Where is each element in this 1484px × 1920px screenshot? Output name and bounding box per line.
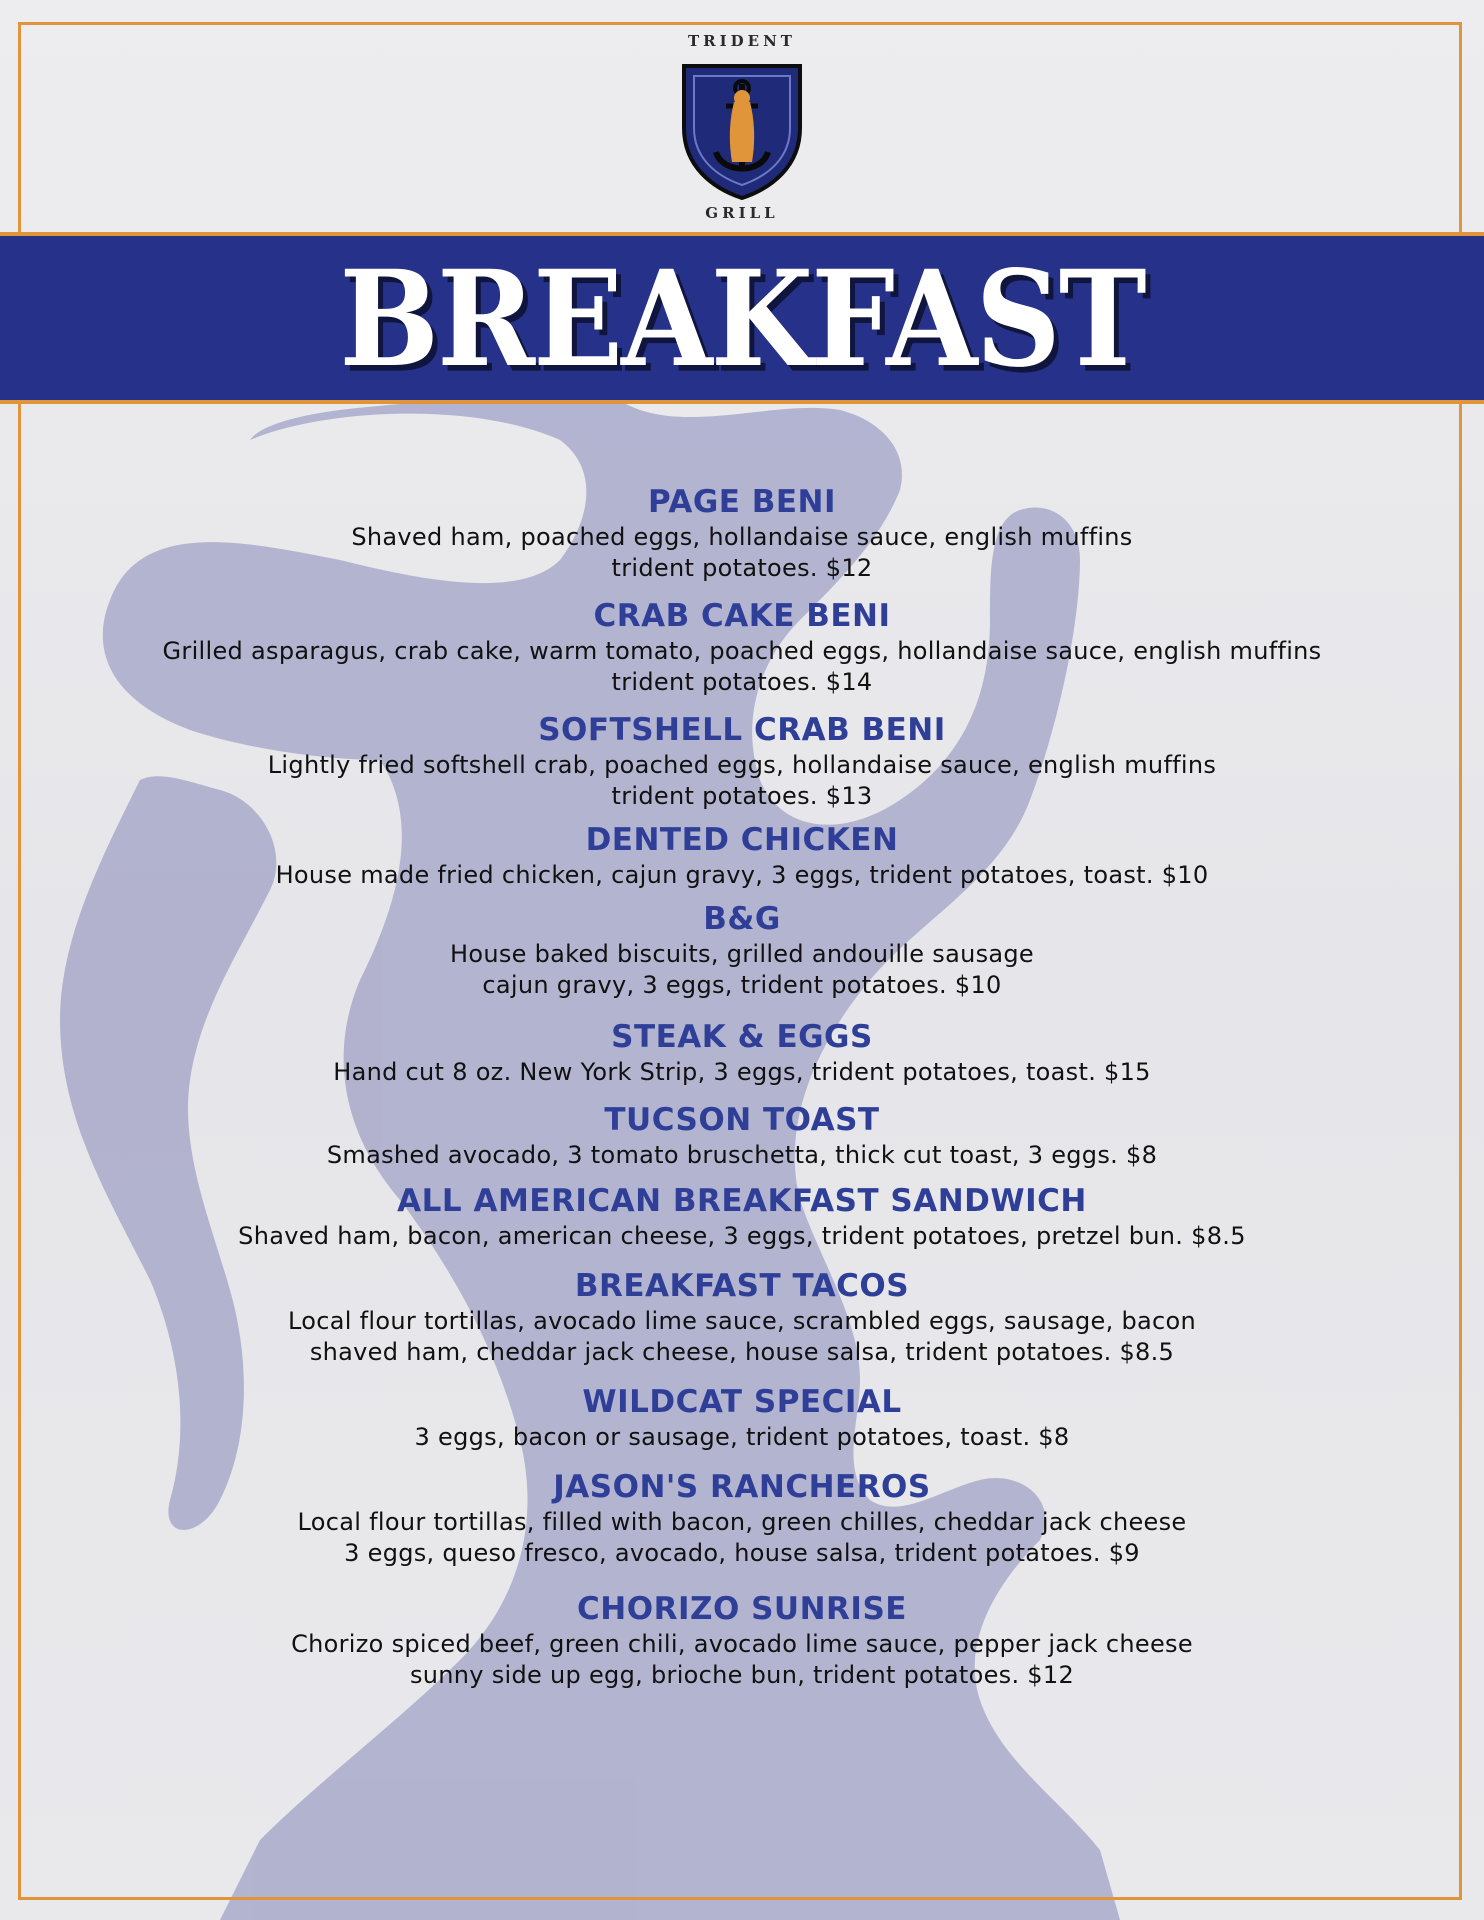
menu-item-description-line: House baked biscuits, grilled andouille sausage [449,940,1035,968]
menu-item-description-line: sunny side up egg, brioche bun, trident potatoes. $12 [409,1661,1075,1689]
menu-item [60,820,1424,891]
menu-item-description-line: trident potatoes. $12 [611,554,873,582]
menu-item-name: ALL AMERICAN BREAKFAST SANDWICH [397,1183,1087,1219]
menu-item-description-line: trident potatoes. $14 [611,668,873,696]
menu-item-description-line: Chorizo spiced beef, green chili, avocado lime sauce, pepper jack cheese [291,1630,1193,1658]
page-title: BREAKFAST [339,240,1145,396]
menu-item [60,596,1424,698]
trident-grill-logo [672,32,812,224]
menu-item [60,1181,1424,1252]
menu-item-description [60,1221,1424,1252]
menu-list [60,482,1424,1691]
menu-item-description [60,1629,1424,1691]
menu-item-description-line: Shaved ham, bacon, american cheese, 3 eggs, trident potatoes, pretzel bun. $8.5 [238,1222,1246,1250]
menu-item-name: BREAKFAST TACOS [574,1268,910,1304]
menu-item-name: WILDCAT SPECIAL [582,1384,902,1420]
menu-item-name: SOFTSHELL CRAB BENI [538,712,946,748]
menu-item-description-line: cajun gravy, 3 eggs, trident potatoes. $10 [482,971,1002,999]
menu-item-description-line: Hand cut 8 oz. New York Strip, 3 eggs, trident potatoes, toast. $15 [333,1058,1151,1086]
menu-item-name: STEAK & EGGS [611,1019,873,1055]
menu-item-description-line: trident potatoes. $13 [611,782,873,810]
menu-item [60,1017,1424,1088]
menu-item-name: TUCSON TOAST [604,1102,880,1138]
menu-item-name: JASON'S RANCHEROS [553,1469,931,1505]
menu-item-description [60,1422,1424,1453]
menu-item [60,1100,1424,1171]
menu-item-description [60,1306,1424,1368]
menu-item-description [60,939,1424,1001]
menu-item-description-line: Local flour tortillas, filled with bacon, green chilles, cheddar jack cheese [297,1508,1187,1536]
menu-item [60,899,1424,1001]
logo-top-text: TRIDENT [688,32,796,50]
breakfast-banner [0,232,1484,404]
menu-item-name: DENTED CHICKEN [585,822,899,858]
logo-bottom-text: GRILL [705,204,779,222]
menu-item-description-line: 3 eggs, bacon or sausage, trident potatoes, toast. $8 [414,1423,1070,1451]
menu-item-name: CHORIZO SUNRISE [577,1591,907,1627]
menu-item-description [60,636,1424,698]
menu-item [60,1467,1424,1569]
menu-item [60,1266,1424,1368]
menu-item-description-line: Smashed avocado, 3 tomato bruschetta, thick cut toast, 3 eggs. $8 [326,1141,1158,1169]
menu-item-description-line: Shaved ham, poached eggs, hollandaise sauce, english muffins [351,523,1133,551]
menu-item-name: B&G [703,901,781,937]
menu-item-description [60,750,1424,812]
menu-item-description-line: Lightly fried softshell crab, poached eggs, hollandaise sauce, english muffins [267,751,1217,779]
menu-item-description-line: 3 eggs, queso fresco, avocado, house salsa, trident potatoes. $9 [344,1539,1140,1567]
menu-item [60,482,1424,584]
menu-item [60,710,1424,812]
menu-item-description [60,860,1424,891]
anchor-crest-icon [672,58,812,200]
menu-item-name: CRAB CAKE BENI [593,598,891,634]
menu-item-description [60,1140,1424,1171]
menu-item-description [60,1507,1424,1569]
menu-item-description-line: House made fried chicken, cajun gravy, 3 eggs, trident potatoes, toast. $10 [275,861,1209,889]
menu-item-description-line: Grilled asparagus, crab cake, warm tomato, poached eggs, hollandaise sauce, english muffins [162,637,1322,665]
menu-item-description [60,1057,1424,1088]
menu-item [60,1382,1424,1453]
menu-item-description-line: Local flour tortillas, avocado lime sauce, scrambled eggs, sausage, bacon [288,1307,1196,1335]
menu-item-description [60,522,1424,584]
menu-item [60,1589,1424,1691]
menu-item-name: PAGE BENI [647,484,837,520]
menu-item-description-line: shaved ham, cheddar jack cheese, house salsa, trident potatoes. $8.5 [309,1338,1175,1366]
